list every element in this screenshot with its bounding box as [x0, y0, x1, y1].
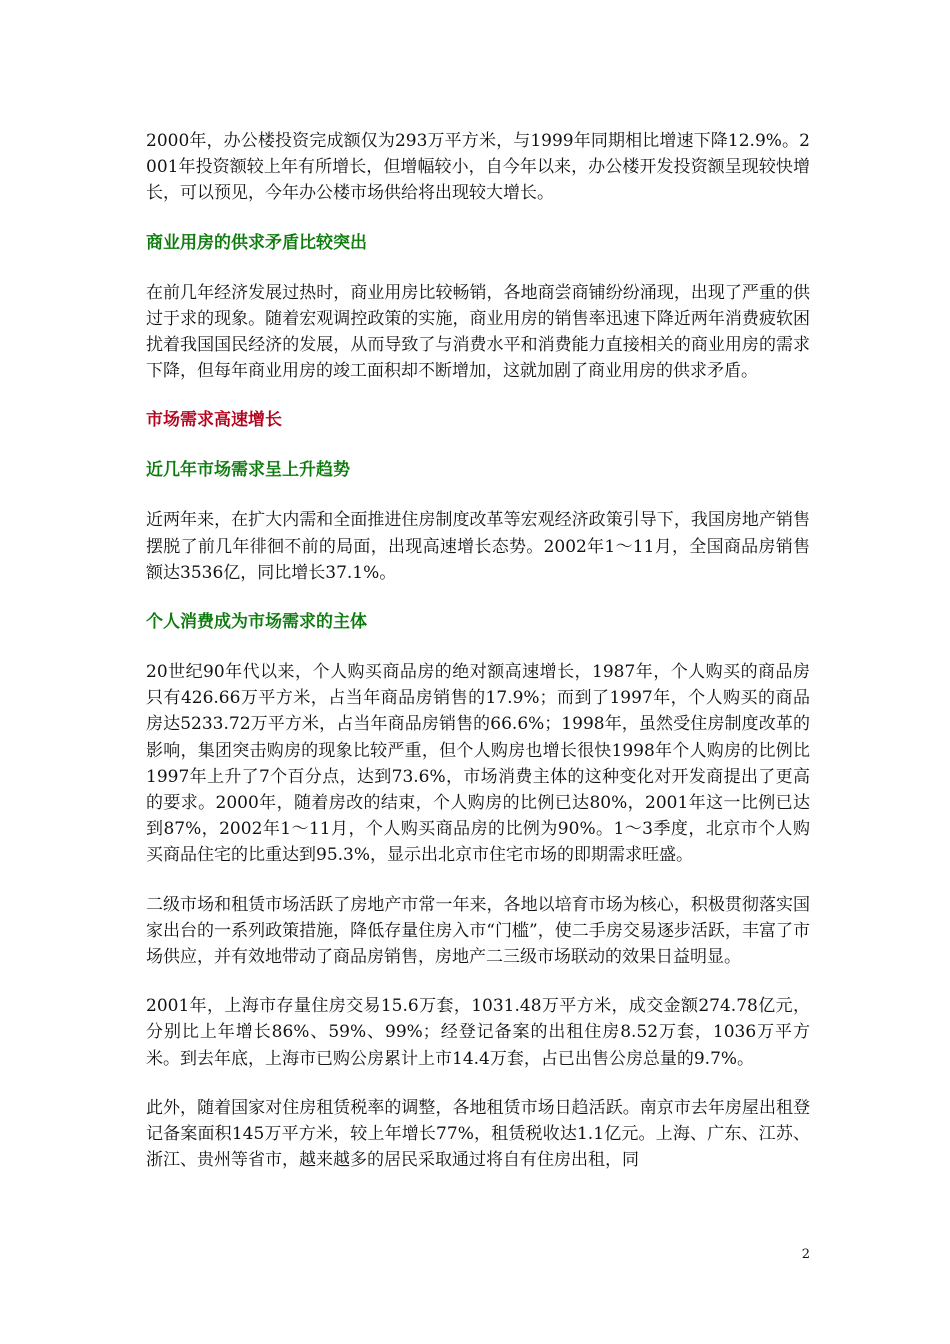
heading-commercial-supply-demand: 商业用房的供求矛盾比较突出 [146, 232, 367, 253]
page-content [146, 128, 810, 1196]
paragraph-shanghai-stats: 2001年，上海市存量住房交易15.6万套，1031.48万平方米，成交金额274.78亿元，分别比上年增长86%、59%、99%；经登记备案的出租住房8.52万套，1036万平方米。到去年底，上海市已购公房累计上市14.4万套，占已出售公房总量的9.7%。 [146, 996, 810, 1069]
paragraph-personal-purchase-stats: 20世纪90年代以来，个人购买商品房的绝对额高速增长，1987年，个人购买的商品房只有426.66万平方米，占当年商品房销售的17.9%；而到了1997年，个人购买的商品房达5233.72万平方米，占当年商品房销售的66.6%；1998年，虽然受住房制度改革的影响，集团突击购房的现象比较严重，但个人购房也增长很快1998年个人购房的比例比1997年上升了7个百分点，达到73.6%，市场消费主体的这种变化对开发商提出了更高的要求。2000年，随着房改的结束，个人购房的比例已达80%，2001年这一比例已达到87%，2002年1～11月，个人购买商品房的比例为90%。1～3季度，北京市个人购买商品住宅的比重达到95.3%，显示出北京市住宅市场的即期需求旺盛。 [146, 662, 810, 866]
heading-market-demand-growth: 市场需求高速增长 [146, 410, 282, 431]
paragraph-sales-growth: 近两年来，在扩大内需和全面推进住房制度改革等宏观经济政策引导下，我国房地产销售摆脱了前几年徘徊不前的局面，出现高速增长态势。2002年1～11月，全国商品房销售额达3536亿，同比增长37.1%。 [146, 510, 810, 583]
paragraph-rental-tax: 此外，随着国家对住房租赁税率的调整，各地租赁市场日趋活跃。南京市去年房屋出租登记备案面积145万平方米，较上年增长77%，租赁税收达1.1亿元。上海、广东、江苏、浙江、贵州等省市，越来越多的居民采取通过将自有住房出租，同 [146, 1097, 810, 1171]
heading-demand-rising-trend: 近几年市场需求呈上升趋势 [146, 460, 350, 481]
paragraph-commercial-housing: 在前几年经济发展过热时，商业用房比较畅销，各地商尝商铺纷纷涌现，出现了严重的供过于求的现象。随着宏观调控政策的实施，商业用房的销售率迅速下降近两年消费疲软困扰着我国国民经济的发展，从而导致了与消费水平和消费能力直接相关的商业用房的需求下降，但每年商业用房的竣工面积却不断增加，这就加剧了商业用房的供求矛盾。 [146, 282, 810, 382]
heading-personal-consumption: 个人消费成为市场需求的主体 [146, 612, 367, 633]
paragraph-office-investment: 2000年，办公楼投资完成额仅为293万平方米，与1999年同期相比增速下降12.9%。2001年投资额较上年有所增长，但增幅较小，自今年以来，办公楼开发投资额呈现较快增长，可以预见，今年办公楼市场供给将出现较大增长。 [146, 131, 810, 204]
paragraph-secondary-rental-market: 二级市场和租赁市场活跃了房地产市常一年来，各地以培育市场为核心，积极贯彻落实国家出台的一系列政策措施，降低存量住房入市“门槛”，使二手房交易逐步活跃，丰富了市场供应，并有效地带动了商品房销售，房地产二三级市场联动的效果日益明显。 [146, 894, 810, 968]
page-number: 2 [801, 1247, 810, 1262]
